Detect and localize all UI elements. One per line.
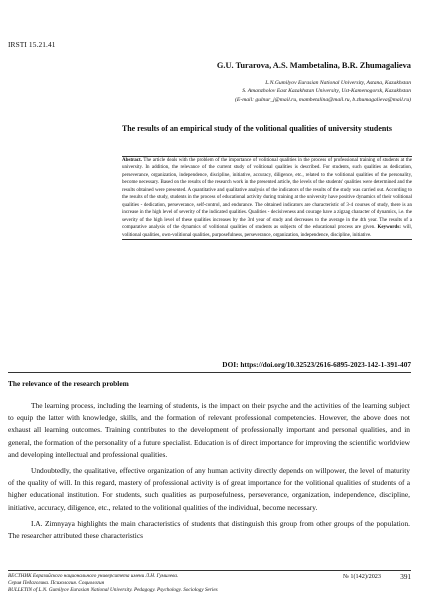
abstract bbox=[122, 157, 412, 239]
journal-name-en: BULLETIN of L.N. Gumilyov Eurasian National University. Pedagogy. Psychology. Sociology Series bbox=[8, 587, 218, 594]
paragraph: I.A. Zimnyaya highlights the main characteristics of students that distinguish this group from other groups of the population. The researcher attributed these characteristics bbox=[8, 518, 410, 541]
paragraph: Undoubtedly, the qualitative, effective organization of any human activity directly depends on willpower, the level of maturity of the quality of will. In this regard, mastery of professional activity is of great importance for the volitional qualities of students of a higher educational institution. For students, such qualities as purposefulness, perseverance, organization, independence, discipline, initiative, accuracy, diligence, etc., related to the volitional qualities of the individual, become necessary. bbox=[8, 466, 410, 512]
abstract-text: The article deals with the problem of the importance of volitional qualities in the process of professional training of students at the university. In addition, the relevance of the current study of volitional qualities is described. For students, such qualities as dedication, perseverance, organization, independence, discipline, initiative, accuracy, diligence, etc., related to the volitional qualities of the personality, become necessary. Based on the results of the research work in the presented article, the levels of the students' qualities were determined and the results obtained were presented. A quantitative and qualitative analysis of the indicators of the results of the study was carried out. According to the results of the study, students in the process of educational activity during training at the university have positive dynamics of their volitional qualities - dedication, perseverance, self-control, and endurance. The obtained indicators are characteristic of 3-4 courses of study, there is an increase in the high level of severity of the indicated qualities. Qualities - decisiveness and courage have a zigzag character of dynamics, i.e. the severity of the high level of these qualities increases by the 3rd year of study and decreases to the average in the 4th year. The results of a comparative analysis of the dynamics of volitional qualities of students as subjects of the educational process are given. bbox=[122, 158, 412, 231]
divider bbox=[8, 372, 411, 373]
affiliation-line: L.N.Gumilyov Eurasian National University, Astana, Kazakhstan bbox=[265, 80, 411, 86]
body-text bbox=[8, 400, 410, 575]
footer-divider bbox=[8, 570, 411, 571]
issue-number: № 1(142)/2023 bbox=[342, 573, 381, 580]
section-heading: The relevance of the research problem bbox=[8, 379, 129, 388]
page-footer bbox=[8, 573, 411, 595]
journal-series-kz: Серия Педагогика. Психология. Социология bbox=[8, 580, 105, 587]
affiliation-line: S. Amanzholov East Kazakhstan University, Ust-Kamenogorsk, Kazakhstan bbox=[242, 88, 411, 95]
abstract-bottom-rule bbox=[122, 239, 412, 240]
abstract-top-rule bbox=[122, 156, 412, 157]
keywords-label: Keywords: bbox=[377, 225, 401, 231]
paragraph: The learning process, including the learning of students, is the impact on their psyche and the activities of the learning subject to equip the latter with knowledge, skills, and the formation of relevant professional competencies. However, the above does not exhaust all learning outcomes. Training contributes to the development of professionally important and personal qualities, and in general, the formation of the personality of a future specialist. Education is of direct importance for improving the scientific worldview and developing intellectual and professional qualities. bbox=[8, 401, 410, 459]
authors: G.U. Turarova, A.S. Mambetalina, B.R. Zhumagalieva bbox=[216, 61, 411, 70]
journal-name-kz: ВЕСТНИК Евразийского национального университета имени Л.Н. Гумилева. bbox=[8, 573, 179, 579]
doi-link[interactable]: DOI: https://doi.org/10.32523/2616-6895-2023-142-1-391-407 bbox=[222, 360, 411, 369]
abstract-label: Abstract. bbox=[122, 158, 142, 163]
page-number: 391 bbox=[400, 573, 411, 581]
irstis-code: IRSTI 15.21.41 bbox=[8, 40, 56, 49]
affiliations bbox=[81, 79, 411, 104]
keywords-text: will, volitional qualities, own-volitional qualities, purposefulness, perseverance, organization, independence, discipline, initiative. bbox=[122, 225, 412, 238]
email-line: (E-mail: gulnur_j@mail.ru, mambetalina@mail.ru, b.zhumagalieva@mail.ru) bbox=[235, 96, 411, 103]
article-title: The results of an empirical study of the volitional qualities of university students bbox=[122, 124, 392, 133]
